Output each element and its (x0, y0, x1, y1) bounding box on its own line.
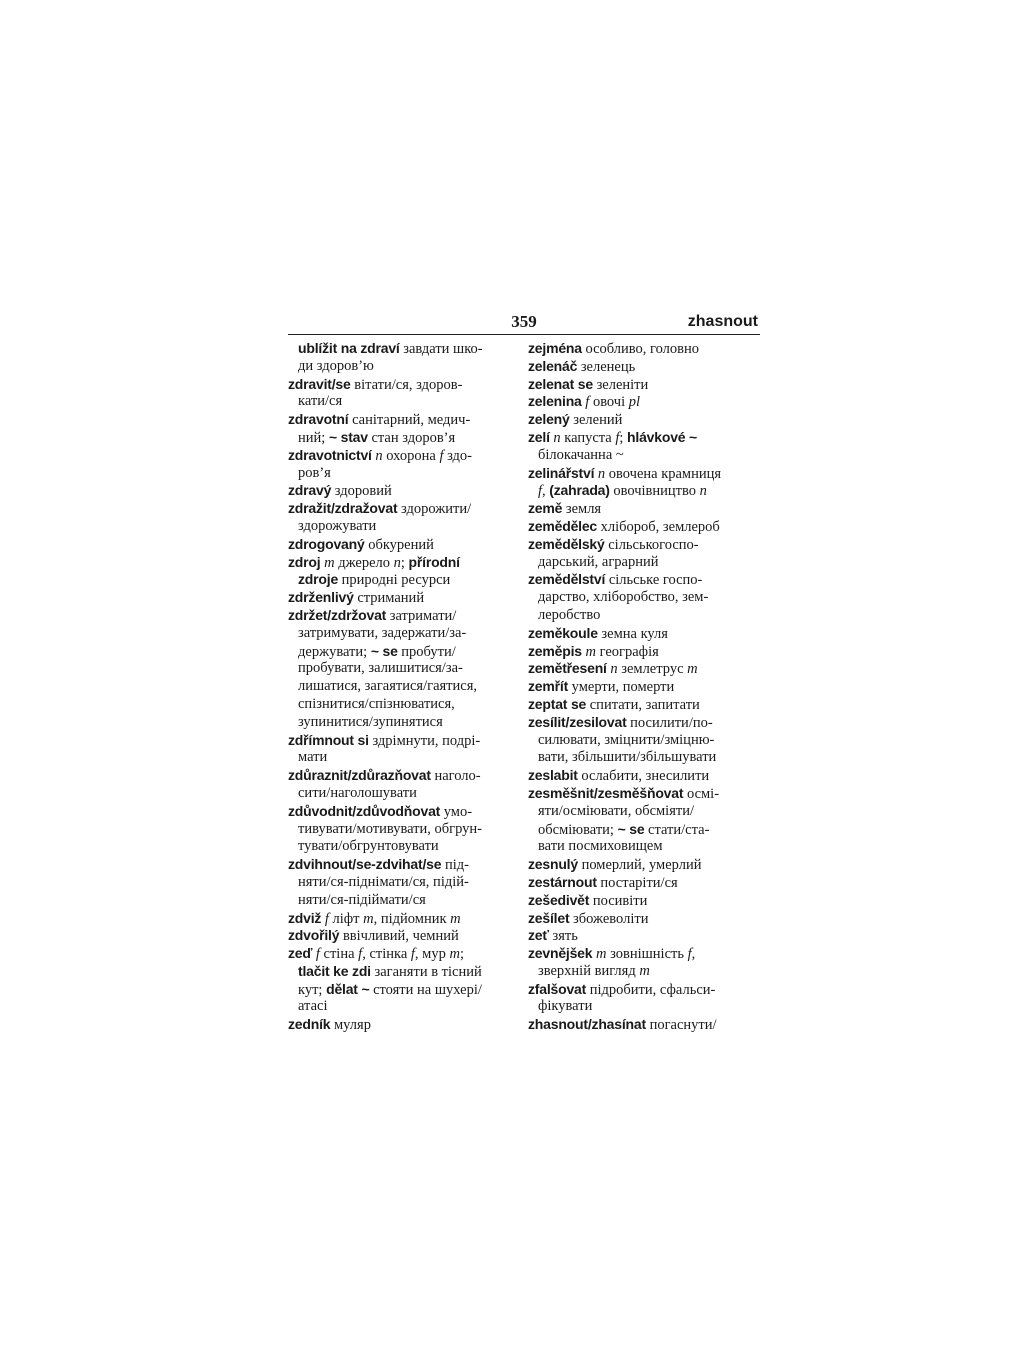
entry-line (528, 910, 760, 928)
entry-line (288, 465, 520, 483)
entry-line (528, 393, 760, 411)
headword: zeslabit (528, 767, 578, 784)
entry-line (528, 643, 760, 661)
translation-text: обсміювати; (538, 821, 618, 838)
entry-line (528, 945, 760, 963)
grammar-label: m (639, 962, 650, 979)
headword: zemědělství (528, 571, 606, 588)
headword: zesměšnit/zesměšňovat (528, 784, 684, 801)
translation-text: зеленіти (592, 376, 649, 393)
translation-text: капуста (560, 429, 616, 446)
translation-text: няти/ся-підіймати/ся (298, 891, 426, 908)
headword: zelený (528, 411, 570, 428)
translation-text: муляр (330, 1017, 371, 1034)
translation-text: постаріти/ся (596, 874, 678, 891)
translation-text: вітати/ся, здоров- (350, 376, 463, 393)
headword: zdvořilý (288, 927, 340, 944)
entry-line (528, 571, 760, 589)
entry-line (288, 607, 520, 625)
translation-text: кут; (298, 981, 327, 998)
translation-text: стати/ста- (644, 821, 710, 838)
entry-line (288, 749, 520, 767)
translation-text: підробити, сфальси- (586, 981, 716, 998)
entry-line (288, 589, 520, 607)
grammar-label: f (358, 946, 363, 963)
headword: zemřít (528, 678, 569, 695)
translation-text: осмі- (683, 785, 720, 802)
translation-text: землетрус (617, 661, 688, 678)
translation-text: вати, збільшити/збільшувати (538, 749, 717, 766)
entry-line (288, 411, 520, 429)
headword: zejména (528, 340, 582, 356)
headword: ~ se (617, 820, 645, 837)
translation-text: пробувати, залишитися/за- (298, 660, 463, 677)
grammar-label: pl (628, 394, 641, 411)
translation-text: здо- (443, 447, 473, 464)
headword: zeď (288, 945, 313, 962)
translation-text: ослабити, знесилити (577, 768, 710, 785)
grammar-label: n (553, 429, 561, 446)
grammar-label: f (324, 910, 329, 927)
grammar-label: n (610, 661, 618, 678)
translation-text: овочена крамниця (605, 465, 722, 482)
translation-text: стіна (319, 946, 359, 963)
entry-line (288, 536, 520, 554)
headword: zelenat se (528, 375, 593, 392)
grammar-label: f (615, 429, 620, 446)
translation-text: затримувати, задержати/за- (298, 624, 467, 641)
grammar-label: m (450, 910, 461, 927)
translation-text: овочівництво (609, 483, 700, 500)
page-header (288, 312, 760, 335)
entry-line (288, 856, 520, 874)
translation-text: обкурений (364, 536, 434, 553)
translation-text: фікувати (538, 998, 593, 1015)
headword: zemědělec (528, 517, 598, 534)
entry-line (528, 874, 760, 892)
translation-text: стан здоров’я (367, 429, 456, 446)
headword: zemědělský (528, 535, 605, 552)
entry-line (528, 785, 760, 803)
grammar-label: f (410, 946, 415, 963)
headword: zfalšovat (528, 980, 587, 997)
grammar-label: n (393, 554, 401, 571)
headword: zdroj (288, 553, 321, 570)
translation-text: зверхній вигляд (538, 962, 640, 979)
translation-text: , (542, 483, 550, 500)
entry-line (528, 518, 760, 536)
entry-line (288, 821, 520, 839)
translation-text: білокачанна ~ (538, 446, 624, 463)
headword: zešílet (528, 909, 570, 926)
headword: zdrženlivý (288, 589, 354, 606)
headword: zedník (288, 1016, 331, 1033)
entry-line (288, 910, 520, 928)
translation-text: джерело (334, 554, 394, 571)
entry-line (528, 589, 760, 607)
translation-text: ; (400, 554, 409, 571)
headword: dělat ~ (326, 980, 370, 997)
entry-line (528, 803, 760, 821)
translation-text: хлібороб, землероб (597, 518, 720, 535)
translation-text: посилити/по- (626, 714, 713, 731)
left-column (288, 340, 520, 1034)
translation-text: , (691, 946, 696, 963)
entry-line (528, 696, 760, 714)
grammar-label: f (315, 946, 320, 963)
headword: zestárnout (528, 873, 597, 890)
translation-text: тивувати/мотивувати, обгрун- (298, 820, 483, 837)
translation-text: ний; (298, 429, 329, 446)
translation-text: під- (441, 857, 469, 874)
translation-text: ліфт (328, 910, 364, 927)
translation-text: ров’я (298, 464, 331, 481)
headword: zdravotní (288, 411, 349, 428)
entry-line (288, 874, 520, 892)
translation-text: посивіти (589, 892, 648, 909)
entry-line (288, 981, 520, 999)
translation-text: збожеволіти (569, 910, 649, 927)
translation-text: ввічливий, чемний (339, 928, 459, 945)
translation-text: зовнішність (606, 946, 688, 963)
page-number: 359 (511, 312, 537, 331)
headword: zdražit/zdražovat (288, 500, 398, 517)
dictionary-page (288, 312, 760, 1034)
entry-line (528, 892, 760, 910)
translation-text: ди здоров’ю (298, 357, 374, 374)
entry-line (288, 518, 520, 536)
entry-line (288, 429, 520, 447)
headword: zesílit/zesilovat (528, 713, 627, 730)
entry-line (288, 732, 520, 750)
translation-text: природні ресурси (338, 572, 451, 589)
entry-line (288, 625, 520, 643)
entry-line (528, 856, 760, 874)
headword: zevnějšek (528, 945, 593, 962)
headword: země (528, 500, 563, 517)
entry-line (288, 482, 520, 500)
entry-line (528, 767, 760, 785)
translation-text: зупинитися/зупинятися (298, 713, 443, 730)
entry-line (288, 927, 520, 945)
translation-text: затримати/ (386, 607, 457, 624)
guide-word: zhasnout (687, 313, 758, 330)
headword: zdůraznit/zdůrazňovat (288, 767, 431, 784)
grammar-label: f (439, 447, 444, 464)
headword: (zahrada) (549, 482, 610, 499)
entry-line (288, 714, 520, 732)
translation-text: вати посмиховищем (538, 838, 663, 855)
headword: hlávkové ~ (627, 428, 698, 445)
grammar-label: n (375, 447, 383, 464)
translation-text: няти/ся-піднімати/ся, підій- (298, 873, 469, 890)
entry-line (528, 1016, 760, 1034)
headword: zeměkoule (528, 624, 598, 641)
entry-line (528, 927, 760, 945)
translation-text: завдати шко- (399, 341, 483, 357)
entry-line (288, 340, 520, 358)
entry-line (528, 963, 760, 981)
headword: zelenáč (528, 357, 578, 374)
translation-text: , мур (414, 946, 450, 963)
headword: přírodní (408, 553, 460, 570)
translation-text: мати (298, 749, 328, 766)
entry-line (288, 447, 520, 465)
entry-line (528, 447, 760, 465)
translation-text: земля (562, 501, 602, 518)
translation-text: ; (619, 429, 628, 446)
translation-text: спізнитися/спізнюватися, (298, 695, 455, 712)
translation-text: леробство (538, 606, 601, 623)
entry-line (288, 500, 520, 518)
entry-line (288, 963, 520, 981)
translation-text: сільське госпо- (605, 572, 703, 589)
translation-text: тувати/обгрунтовувати (298, 838, 439, 855)
translation-text: спитати, запитати (586, 696, 700, 713)
entry-line (528, 625, 760, 643)
translation-text: умерти, померти (568, 679, 675, 696)
translation-text: силювати, зміцнити/зміцню- (538, 731, 715, 748)
columns (288, 340, 760, 1034)
headword: zeptat se (528, 695, 587, 712)
translation-text: стриманий (353, 590, 425, 607)
translation-text: дарський, аграрний (538, 553, 659, 570)
translation-text: заганяти в тісний (370, 963, 482, 980)
entry-line (288, 838, 520, 856)
entry-line (288, 643, 520, 661)
entry-line (528, 429, 760, 447)
translation-text: особливо, головно (581, 341, 700, 357)
headword: ~ stav (328, 428, 368, 445)
grammar-label: m (687, 661, 698, 678)
translation-text: сільськогоспо- (604, 536, 699, 553)
headword: zdviž (288, 909, 322, 926)
translation-text: дарство, хліборобство, зем- (538, 589, 709, 606)
translation-text: зять (548, 928, 578, 945)
translation-text: умо- (440, 803, 473, 820)
translation-text: зеленець (577, 358, 636, 375)
entry-line (288, 393, 520, 411)
translation-text: яти/осміювати, обсміяти/ (538, 802, 695, 819)
translation-text: географія (595, 643, 659, 660)
grammar-label: m (324, 554, 335, 571)
headword: zhasnout/zhasínat (528, 1016, 646, 1033)
entry-line (528, 998, 760, 1016)
headword: zdvihnout/se-zdvihat/se (288, 856, 442, 873)
translation-text: здрімнути, подрі- (368, 732, 481, 749)
translation-text: , стінка (362, 946, 411, 963)
translation-text: лишатися, загаятися/гаятися, (298, 678, 477, 695)
translation-text: земна куля (597, 625, 668, 642)
grammar-label: f (687, 946, 692, 963)
headword: ublížit na zdraví (298, 340, 400, 356)
headword: zelenina (528, 393, 582, 410)
grammar-label: m (449, 946, 460, 963)
entry-line (288, 696, 520, 714)
translation-text: , підйомник (373, 910, 451, 927)
headword: zesnulý (528, 856, 578, 873)
entry-line (528, 838, 760, 856)
entry-line (528, 500, 760, 518)
headword: zdůvodnit/zdůvodňovat (288, 802, 441, 819)
entry-line (288, 803, 520, 821)
translation-text: здорожити/ (397, 501, 472, 518)
grammar-label: m (595, 946, 607, 963)
headword: tlačit ke zdi (298, 962, 371, 979)
translation-text: зелений (569, 412, 623, 429)
entry-line (528, 749, 760, 767)
headword: zemětřesení (528, 660, 607, 677)
headword: zeť (528, 927, 549, 944)
translation-text: стояти на шухері/ (369, 981, 482, 998)
translation-text: держувати; (298, 643, 371, 660)
entry-line (528, 554, 760, 572)
translation-text: санітарний, медич- (348, 412, 471, 429)
translation-text: здорожувати (298, 517, 377, 534)
entry-line (528, 358, 760, 376)
entry-line (288, 678, 520, 696)
headword: zelí (528, 428, 550, 445)
entry-line (528, 981, 760, 999)
entry-line (528, 536, 760, 554)
headword: zdravý (288, 482, 332, 499)
entry-line (288, 358, 520, 376)
entry-line (288, 571, 520, 589)
grammar-label: m (363, 910, 374, 927)
entry-line (288, 998, 520, 1016)
translation-text: атасі (298, 998, 328, 1015)
entry-line (528, 678, 760, 696)
entry-line (528, 732, 760, 750)
translation-text: охорона (382, 447, 440, 464)
headword: zdřímnout si (288, 731, 369, 748)
translation-text: погаснути/ (645, 1017, 717, 1034)
grammar-label: f (538, 483, 543, 500)
entry-line (288, 785, 520, 803)
entry-line (528, 821, 760, 839)
entry-line (528, 340, 760, 358)
entry-line (528, 482, 760, 500)
translation-text: здоровий (331, 483, 392, 500)
translation-text: овочі (589, 394, 629, 411)
grammar-label: f (585, 394, 590, 411)
right-column (528, 340, 760, 1034)
entry-line (288, 767, 520, 785)
entry-line (288, 892, 520, 910)
grammar-label: m (585, 643, 596, 660)
translation-text: пробути/ (397, 643, 456, 660)
translation-text: кати/ся (298, 393, 343, 410)
headword: zdroje (298, 571, 339, 588)
headword: zdrogovaný (288, 535, 365, 552)
entry-line (528, 465, 760, 483)
entry-line (528, 607, 760, 625)
headword: ~ se (370, 642, 398, 659)
entry-line (288, 660, 520, 678)
translation-text: ; (459, 946, 464, 963)
entry-line (288, 376, 520, 394)
headword: zelinářství (528, 464, 595, 481)
translation-text: наголо- (430, 768, 481, 785)
translation-text: сити/наголошувати (298, 784, 417, 801)
entry-line (528, 376, 760, 394)
entry-line (288, 1016, 520, 1034)
translation-text: померлий, умерлий (577, 857, 702, 874)
headword: zdravotnictví (288, 446, 372, 463)
grammar-label: n (597, 465, 606, 482)
entry-line (528, 411, 760, 429)
grammar-label: n (699, 483, 707, 500)
headword: zeměpis (528, 642, 582, 659)
headword: zdržet/zdržovat (288, 606, 387, 623)
entry-line (288, 554, 520, 572)
entry-line (528, 660, 760, 678)
headword: zdravit/se (288, 375, 351, 392)
entry-line (288, 945, 520, 963)
entry-line (528, 714, 760, 732)
headword: zešedivět (528, 891, 590, 908)
